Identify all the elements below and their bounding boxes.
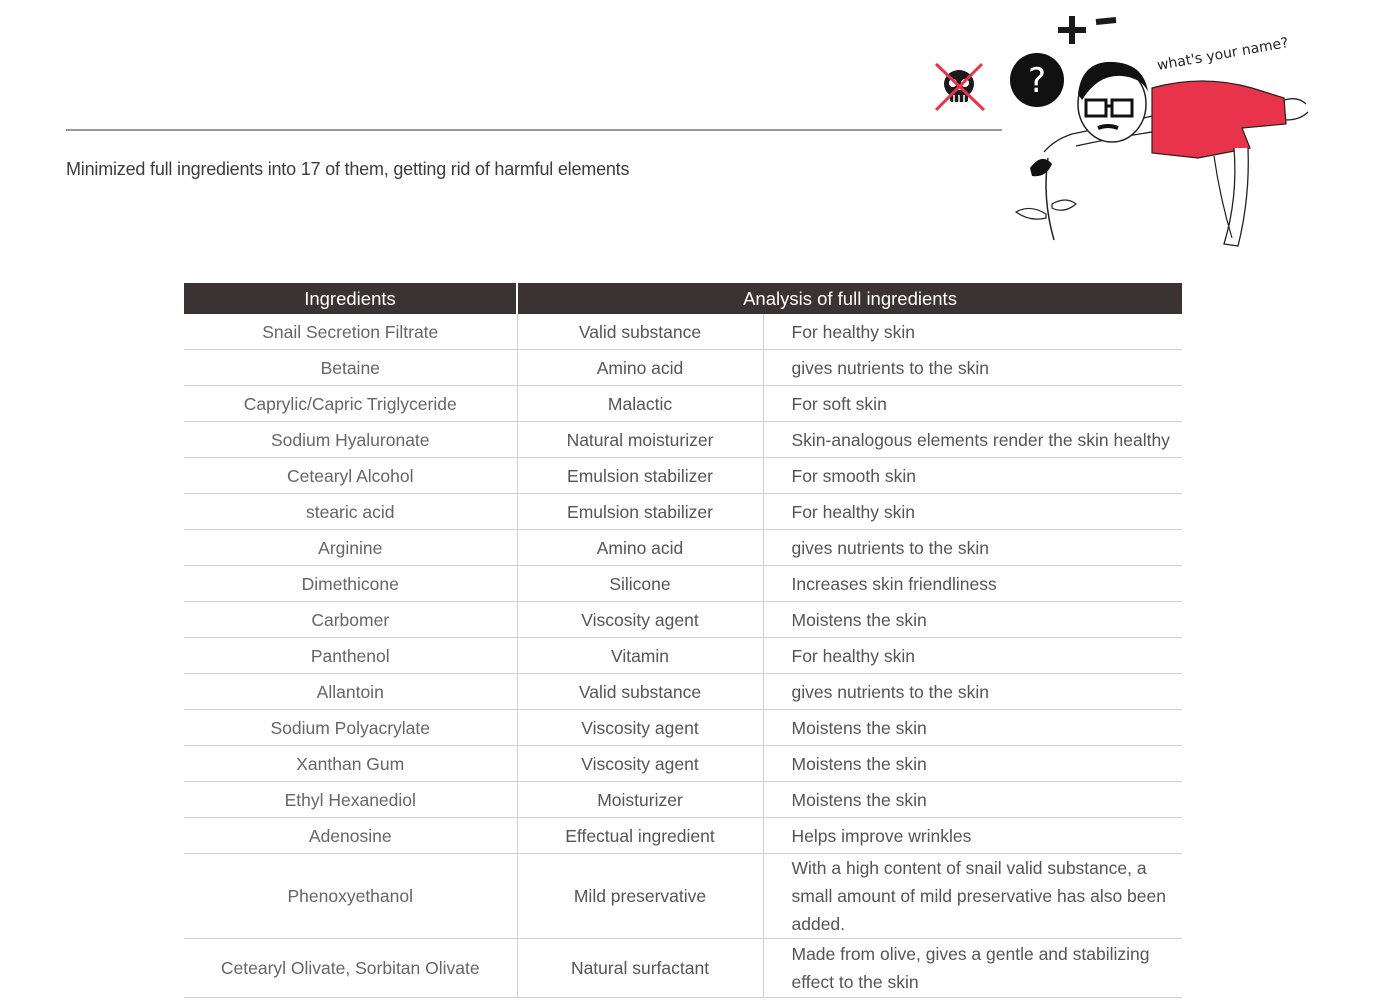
description-cell: Skin-analogous elements render the skin healthy (763, 422, 1182, 458)
ingredient-cell: Dimethicone (184, 566, 517, 602)
ingredient-cell: Sodium Polyacrylate (184, 710, 517, 746)
type-cell: Silicone (517, 566, 763, 602)
ingredient-cell: Panthenol (184, 638, 517, 674)
table-row (184, 746, 1182, 782)
ingredient-cell: Xanthan Gum (184, 746, 517, 782)
type-cell: Valid substance (517, 314, 763, 350)
plus-icon (1058, 16, 1086, 44)
question-bubble-icon (1010, 53, 1064, 107)
type-cell: Natural surfactant (517, 939, 763, 998)
ingredient-cell: Cetearyl Olivate, Sorbitan Olivate (184, 939, 517, 998)
ingredient-cell: Ethyl Hexanediol (184, 782, 517, 818)
type-cell: Amino acid (517, 530, 763, 566)
description-cell: Increases skin friendliness (763, 566, 1182, 602)
table-row (184, 566, 1182, 602)
type-cell: Viscosity agent (517, 746, 763, 782)
description-cell: gives nutrients to the skin (763, 350, 1182, 386)
table-row (184, 818, 1182, 854)
ingredient-cell: Cetearyl Alcohol (184, 458, 517, 494)
table-row (184, 350, 1182, 386)
table-header-row (184, 283, 1182, 314)
description-cell: Moistens the skin (763, 782, 1182, 818)
table-row (184, 422, 1182, 458)
description-cell: With a high content of snail valid substance, a small amount of mild preservative has also been added. (763, 854, 1182, 939)
ingredient-cell: stearic acid (184, 494, 517, 530)
minus-icon (1096, 20, 1116, 22)
type-cell: Natural moisturizer (517, 422, 763, 458)
table-row (184, 386, 1182, 422)
table-row (184, 638, 1182, 674)
description-cell: Moistens the skin (763, 602, 1182, 638)
table-row (184, 854, 1182, 939)
character-illustration (1002, 8, 1320, 252)
description-cell: gives nutrients to the skin (763, 530, 1182, 566)
ingredient-cell: Snail Secretion Filtrate (184, 314, 517, 350)
description-cell: For healthy skin (763, 494, 1182, 530)
type-cell: Emulsion stabilizer (517, 494, 763, 530)
description-cell: For soft skin (763, 386, 1182, 422)
table-row (184, 602, 1182, 638)
table-row (184, 530, 1182, 566)
description-cell: Helps improve wrinkles (763, 818, 1182, 854)
type-cell: Malactic (517, 386, 763, 422)
type-cell: Effectual ingredient (517, 818, 763, 854)
description-cell: gives nutrients to the skin (763, 674, 1182, 710)
table-row (184, 458, 1182, 494)
description-cell: Moistens the skin (763, 746, 1182, 782)
ingredient-cell: Caprylic/Capric Triglyceride (184, 386, 517, 422)
ingredient-cell: Betaine (184, 350, 517, 386)
type-cell: Moisturizer (517, 782, 763, 818)
header-analysis: Analysis of full ingredients (517, 283, 1182, 314)
crossed-skull-icon (930, 60, 988, 114)
table-row (184, 939, 1182, 998)
type-cell: Amino acid (517, 350, 763, 386)
type-cell: Viscosity agent (517, 710, 763, 746)
type-cell: Viscosity agent (517, 602, 763, 638)
type-cell: Vitamin (517, 638, 763, 674)
page-subtitle: Minimized full ingredients into 17 of them, getting rid of harmful elements (66, 159, 630, 179)
speech-text: what's your name? (1155, 35, 1290, 74)
ingredient-cell: Adenosine (184, 818, 517, 854)
ingredient-cell: Carbomer (184, 602, 517, 638)
table-row (184, 710, 1182, 746)
description-cell: For healthy skin (763, 638, 1182, 674)
table-row (184, 674, 1182, 710)
table-row (184, 314, 1182, 350)
top-divider (66, 129, 1002, 131)
header-ingredients: Ingredients (184, 283, 517, 314)
type-cell: Valid substance (517, 674, 763, 710)
ingredient-cell: Allantoin (184, 674, 517, 710)
table-row (184, 782, 1182, 818)
ingredients-table (184, 283, 1182, 998)
question-mark-text: ? (1027, 61, 1047, 101)
description-cell: For healthy skin (763, 314, 1182, 350)
type-cell: Emulsion stabilizer (517, 458, 763, 494)
ingredient-cell: Arginine (184, 530, 517, 566)
ingredient-cell: Phenoxyethanol (184, 854, 517, 939)
ingredient-cell: Sodium Hyaluronate (184, 422, 517, 458)
description-cell: For smooth skin (763, 458, 1182, 494)
type-cell: Mild preservative (517, 854, 763, 939)
table-row (184, 494, 1182, 530)
description-cell: Moistens the skin (763, 710, 1182, 746)
description-cell: Made from olive, gives a gentle and stabilizing effect to the skin (763, 939, 1182, 998)
